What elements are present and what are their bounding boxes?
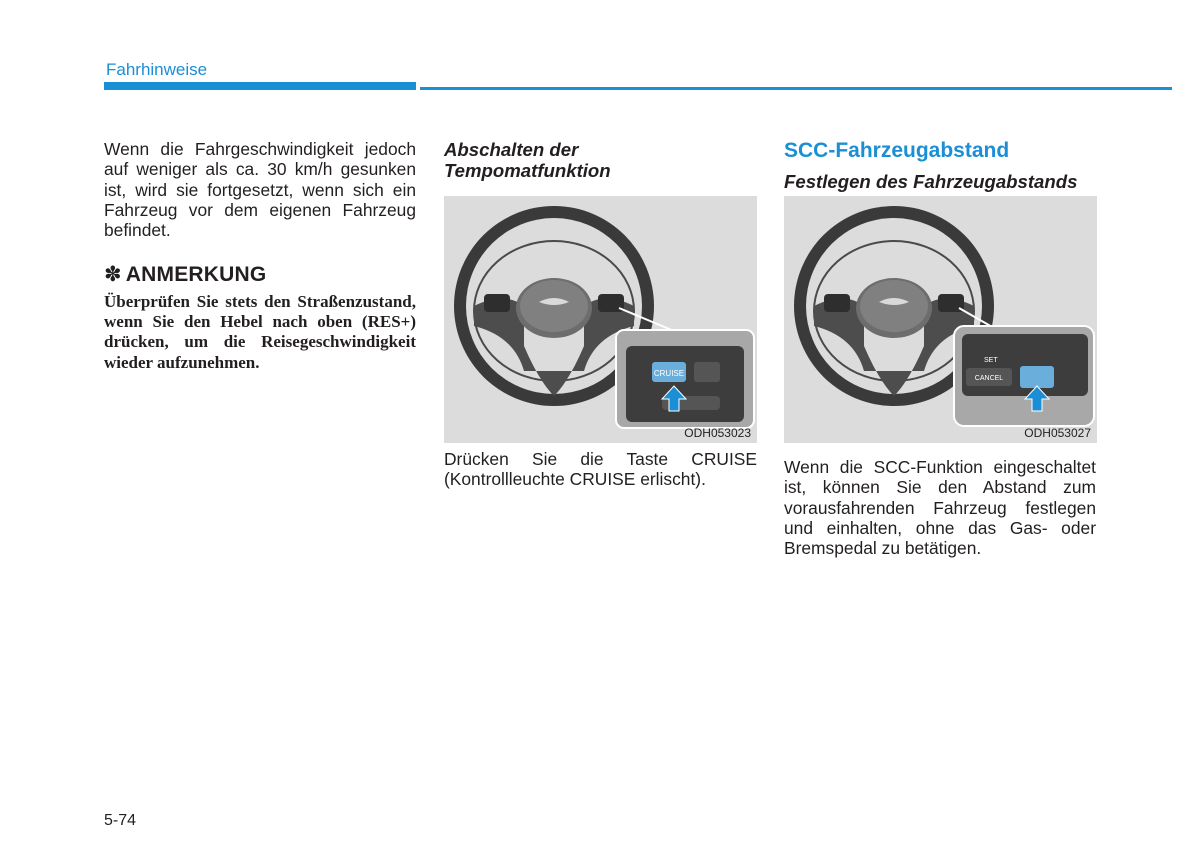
figure-code: ODH053023 — [684, 426, 751, 440]
asterisk-icon: ✽ — [104, 263, 122, 286]
section-title: Fahrhinweise — [106, 60, 208, 79]
cancel-button-label: CANCEL — [974, 375, 1004, 382]
intro-paragraph: Wenn die Fahrgeschwindigkeit jedoch auf weniger als ca. 30 km/h gesunken ist, wird sie fortgesetzt, wenn sich ein Fahrzeug vor dem eigenen Fahrzeug befindet. — [104, 139, 416, 241]
note-text: Überprüfen Sie stets den Straßenzustand, wenn Sie den Hebel nach oben (RES+) drücken, um die Reisegeschwindigkeit wieder aufzunehmen. — [104, 292, 416, 372]
note-title-text: ANMERKUNG — [125, 263, 267, 286]
header-rule-thick — [104, 82, 416, 90]
cruise-button-label: CRUISE — [653, 369, 685, 378]
scc-subheading: Festlegen des Fahrzeugabstands — [784, 171, 1078, 192]
figure-code: ODH053027 — [1024, 426, 1091, 440]
steering-wheel-illustration — [784, 196, 1097, 443]
figure-cruise-button — [444, 196, 757, 443]
cruise-off-section — [444, 139, 757, 181]
scc-heading: SCC-Fahrzeugabstand — [784, 139, 1010, 162]
cruise-off-heading-line2: Tempomatfunktion — [444, 160, 611, 181]
steering-wheel-illustration — [444, 196, 757, 443]
header-rule-thin — [420, 87, 1172, 90]
cruise-off-heading-line1: Abschalten der — [444, 139, 579, 160]
scc-paragraph: Wenn die SCC-Funktion eingeschaltet ist, können Sie den Abstand zum vorausfahrenden Fahrzeug festlegen und einhalten, ohne das Gas- oder Bremspedal zu betätigen. — [784, 457, 1096, 559]
cruise-off-paragraph: Drücken Sie die Taste CRUISE (Kontrollleuchte CRUISE erlischt). — [444, 449, 757, 490]
set-label: SET — [984, 357, 998, 364]
figure-distance-button — [784, 196, 1097, 443]
note-heading — [104, 262, 266, 287]
cruise-off-heading — [444, 139, 757, 181]
scc-section — [784, 139, 1096, 192]
page-number: 5-74 — [104, 812, 137, 829]
